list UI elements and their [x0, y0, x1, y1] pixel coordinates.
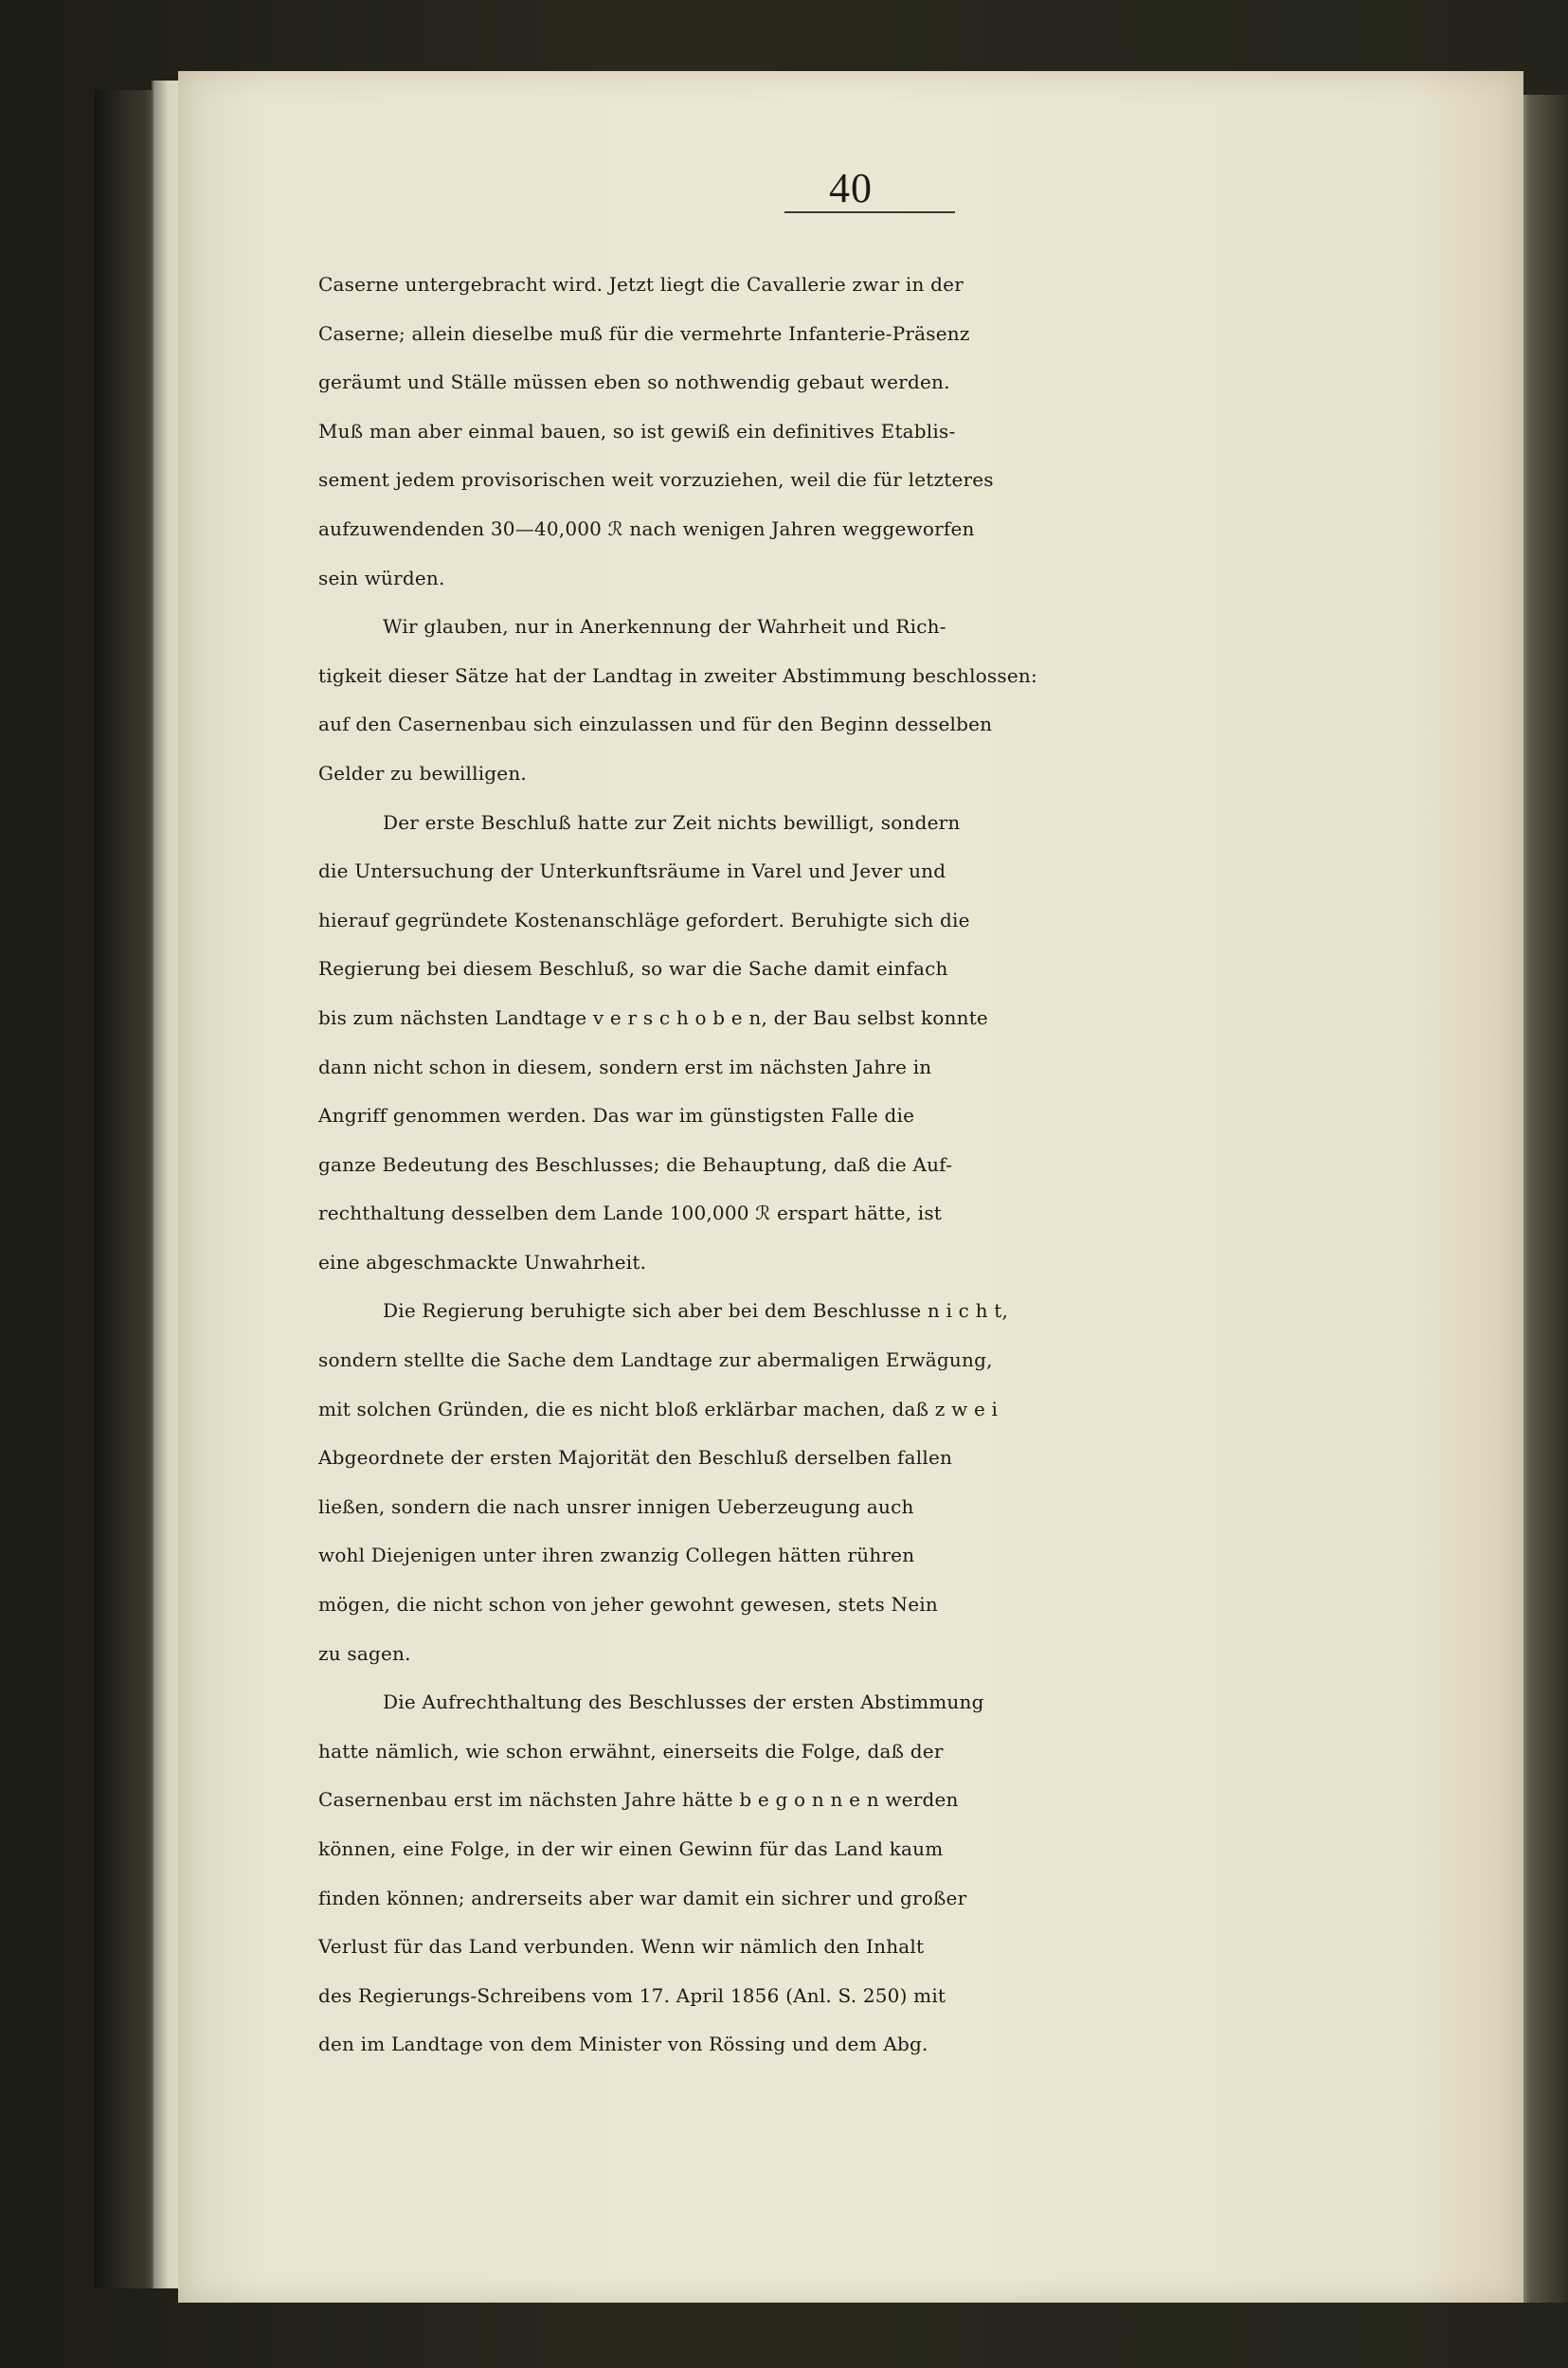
text-line: hatte nämlich, wie schon erwähnt, einerseits die Folge, daß der — [318, 1739, 944, 1762]
text-line: mit solchen Gründen, die es nicht bloß erklärbar machen, daß z w e i — [318, 1397, 999, 1420]
text-line: die Untersuchung der Unterkunftsräume in Varel und Jever und — [318, 859, 946, 883]
page-number-rule — [784, 211, 955, 213]
text-line: ließen, sondern die nach unsrer innigen Ueberzeugung auch — [318, 1494, 914, 1518]
page-number: 40 — [829, 165, 873, 211]
text-line: ganze Bedeutung des Beschlusses; die Behauptung, daß die Auf- — [318, 1152, 953, 1176]
text-line: Casernenbau erst im nächsten Jahre hätte b e g o n n e n werden — [318, 1788, 959, 1812]
text-line: Muß man aber einmal bauen, so ist gewiß ein definitives Etablis- — [318, 419, 956, 443]
text-line: sein würden. — [318, 566, 445, 589]
text-line: Verlust für das Land verbunden. Wenn wir nämlich den Inhalt — [318, 1935, 925, 1959]
text-line: rechthaltung desselben dem Lande 100,000 ℛ erspart hätte, ist — [318, 1202, 943, 1225]
text-line: zu sagen. — [318, 1641, 411, 1665]
text-line: sondern stellte die Sache dem Landtage zur abermaligen Erwägung, — [318, 1348, 993, 1372]
text-line: Der erste Beschluß hatte zur Zeit nichts bewilligt, sondern — [383, 810, 961, 834]
text-line: Caserne untergebracht wird. Jetzt liegt die Cavallerie zwar in der — [318, 273, 964, 296]
text-line: wohl Diejenigen unter ihren zwanzig Collegen hätten rühren — [318, 1544, 915, 1567]
text-line: können, eine Folge, in der wir einen Gewinn für das Land kaum — [318, 1837, 944, 1860]
text-line: Regierung bei diesem Beschluß, so war die Sache damit einfach — [318, 957, 948, 981]
text-line: geräumt und Ställe müssen eben so nothwendig gebaut werden. — [318, 371, 950, 394]
text-line: Wir glauben, nur in Anerkennung der Wahrheit und Rich- — [383, 615, 946, 639]
body-text — [318, 261, 1550, 2070]
text-line: Die Regierung beruhigte sich aber bei dem Beschlusse n i c h t, — [383, 1299, 1009, 1323]
text-line: tigkeit dieser Sätze hat der Landtag in zweiter Abstimmung beschlossen: — [318, 663, 1037, 687]
text-line: aufzuwendenden 30—40,000 ℛ nach wenigen Jahren weggeworfen — [318, 516, 975, 540]
text-line: auf den Casernenbau sich einzulassen und für den Beginn desselben — [318, 713, 993, 736]
text-line: Die Aufrechthaltung des Beschlusses der ersten Abstimmung — [383, 1690, 984, 1714]
text-line: Abgeordnete der ersten Majorität den Beschluß derselben fallen — [318, 1446, 953, 1470]
text-line: mögen, die nicht schon von jeher gewohnt gewesen, stets Nein — [318, 1593, 938, 1617]
text-line: hierauf gegründete Kostenanschläge gefordert. Beruhigte sich die — [318, 908, 970, 931]
text-line: des Regierungs-Schreibens vom 17. April 1856 (Anl. S. 250) mit — [318, 1983, 946, 2007]
text-line: dann nicht schon in diesem, sondern erst im nächsten Jahre in — [318, 1055, 932, 1078]
text-line: Angriff genommen werden. Das war im günstigsten Falle die — [318, 1104, 915, 1128]
text-line: Gelder zu bewilligen. — [318, 761, 527, 785]
text-line: finden können; andrerseits aber war damit ein sichrer und großer — [318, 1886, 967, 1909]
text-line: den im Landtage von dem Minister von Rössing und dem Abg. — [318, 2033, 928, 2056]
book-page — [178, 71, 1523, 2303]
text-line: Caserne; allein dieselbe muß für die vermehrte Infanterie-Präsenz — [318, 321, 970, 345]
text-line: sement jedem provisorischen weit vorzuziehen, weil die für letzteres — [318, 468, 994, 492]
text-line: eine abgeschmackte Unwahrheit. — [318, 1250, 647, 1274]
text-line: bis zum nächsten Landtage v e r s c h o b e n, der Bau selbst konnte — [318, 1005, 988, 1029]
